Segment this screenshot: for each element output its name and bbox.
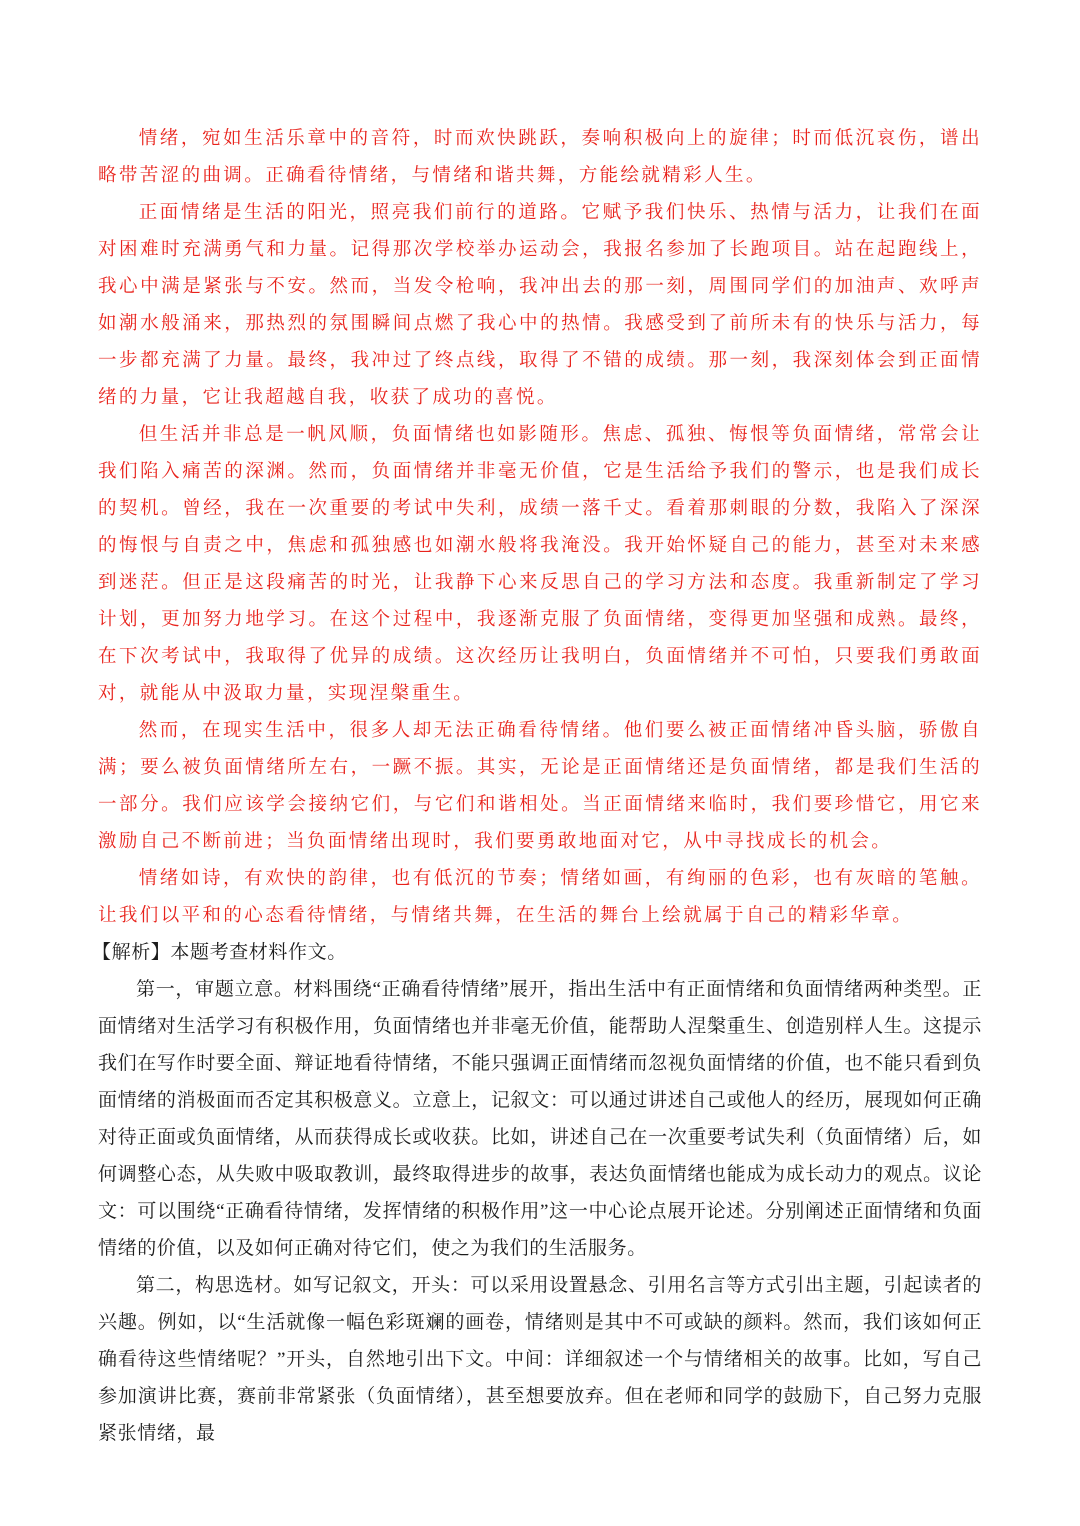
essay-paragraph: 然而，在现实生活中，很多人却无法正确看待情绪。他们要么被正面情绪冲昏头脑，骄傲自满；要么被负面情绪所左右，一蹶不振。其实，无论是正面情绪还是负面情绪，都是我们生活的一部分。我们应该学会接纳它们，与它们和谐相处。当正面情绪来临时，我们要珍惜它，用它来激励自己不断前进；当负面情绪出现时，我们要勇敢地面对它，从中寻找成长的机会。 bbox=[98, 720, 982, 852]
essay-paragraph: 情绪如诗，有欢快的韵律，也有低沉的节奏；情绪如画，有绚丽的色彩，也有灰暗的笔触。让我们以平和的心态看待情绪，与情绪共舞，在生活的舞台上绘就属于自己的精彩华章。 bbox=[98, 868, 982, 926]
analysis-paragraph: 第二，构思选材。如写记叙文，开头：可以采用设置悬念、引用名言等方式引出主题，引起读者的兴趣。例如，以“生活就像一幅色彩斑斓的画卷，情绪则是其中不可或缺的颜料。然而，我们该如何正确看待这些情绪呢？”开头，自然地引出下文。中间：详细叙述一个与情绪相关的故事。比如，写自己参加演讲比赛，赛前非常紧张（负面情绪），甚至想要放弃。但在老师和同学的鼓励下，自己努力克服紧张情绪，最 bbox=[98, 1275, 982, 1444]
essay-paragraph: 正面情绪是生活的阳光，照亮我们前行的道路。它赋予我们快乐、热情与活力，让我们在面对困难时充满勇气和力量。记得那次学校举办运动会，我报名参加了长跑项目。站在起跑线上，我心中满是紧张与不安。然而，当发令枪响，我冲出去的那一刻，周围同学们的加油声、欢呼声如潮水般涌来，那热烈的氛围瞬间点燃了我心中的热情。我感受到了前所未有的快乐与活力，每一步都充满了力量。最终，我冲过了终点线，取得了不错的成绩。那一刻，我深刻体会到正面情绪的力量，它让我超越自我，收获了成功的喜悦。 bbox=[98, 202, 982, 408]
essay-paragraph: 情绪，宛如生活乐章中的音符，时而欢快跳跃，奏响积极向上的旋律；时而低沉哀伤，谱出略带苦涩的曲调。正确看待情绪，与情绪和谐共舞，方能绘就精彩人生。 bbox=[98, 128, 982, 186]
analysis-intro: 本题考查材料作文。 bbox=[170, 942, 347, 963]
document-page bbox=[92, 120, 982, 1452]
analysis-label: 【解析】 bbox=[92, 942, 171, 963]
essay-paragraph: 但生活并非总是一帆风顺，负面情绪也如影随形。焦虑、孤独、悔恨等负面情绪，常常会让我们陷入痛苦的深渊。然而，负面情绪并非毫无价值，它是生活给予我们的警示，也是我们成长的契机。曾经，我在一次重要的考试中失利，成绩一落千丈。看着那刺眼的分数，我陷入了深深的悔恨与自责之中，焦虑和孤独感也如潮水般将我淹没。我开始怀疑自己的能力，甚至对未来感到迷茫。但正是这段痛苦的时光，让我静下心来反思自己的学习方法和态度。我重新制定了学习计划，更加努力地学习。在这个过程中，我逐渐克服了负面情绪，变得更加坚强和成熟。最终，在下次考试中，我取得了优异的成绩。这次经历让我明白，负面情绪并不可怕，只要我们勇敢面对，就能从中汲取力量，实现涅槃重生。 bbox=[98, 424, 982, 704]
essay-text bbox=[98, 120, 982, 934]
analysis-heading bbox=[92, 934, 982, 971]
analysis-section bbox=[92, 934, 982, 1452]
analysis-paragraph: 第一，审题立意。材料围绕“正确看待情绪”展开，指出生活中有正面情绪和负面情绪两种类型。正面情绪对生活学习有积极作用，负面情绪也并非毫无价值，能帮助人涅槃重生、创造别样人生。这提示我们在写作时要全面、辩证地看待情绪，不能只强调正面情绪而忽视负面情绪的价值，也不能只看到负面情绪的消极面而否定其积极意义。立意上，记叙文：可以通过讲述自己或他人的经历，展现如何正确对待正面或负面情绪，从而获得成长或收获。比如，讲述自己在一次重要考试失利（负面情绪）后，如何调整心态，从失败中吸取教训，最终取得进步的故事，表达负面情绪也能成为成长动力的观点。议论文：可以围绕“正确看待情绪，发挥情绪的积极作用”这一中心论点展开论述。分别阐述正面情绪和负面情绪的价值，以及如何正确对待它们，使之为我们的生活服务。 bbox=[98, 979, 982, 1259]
